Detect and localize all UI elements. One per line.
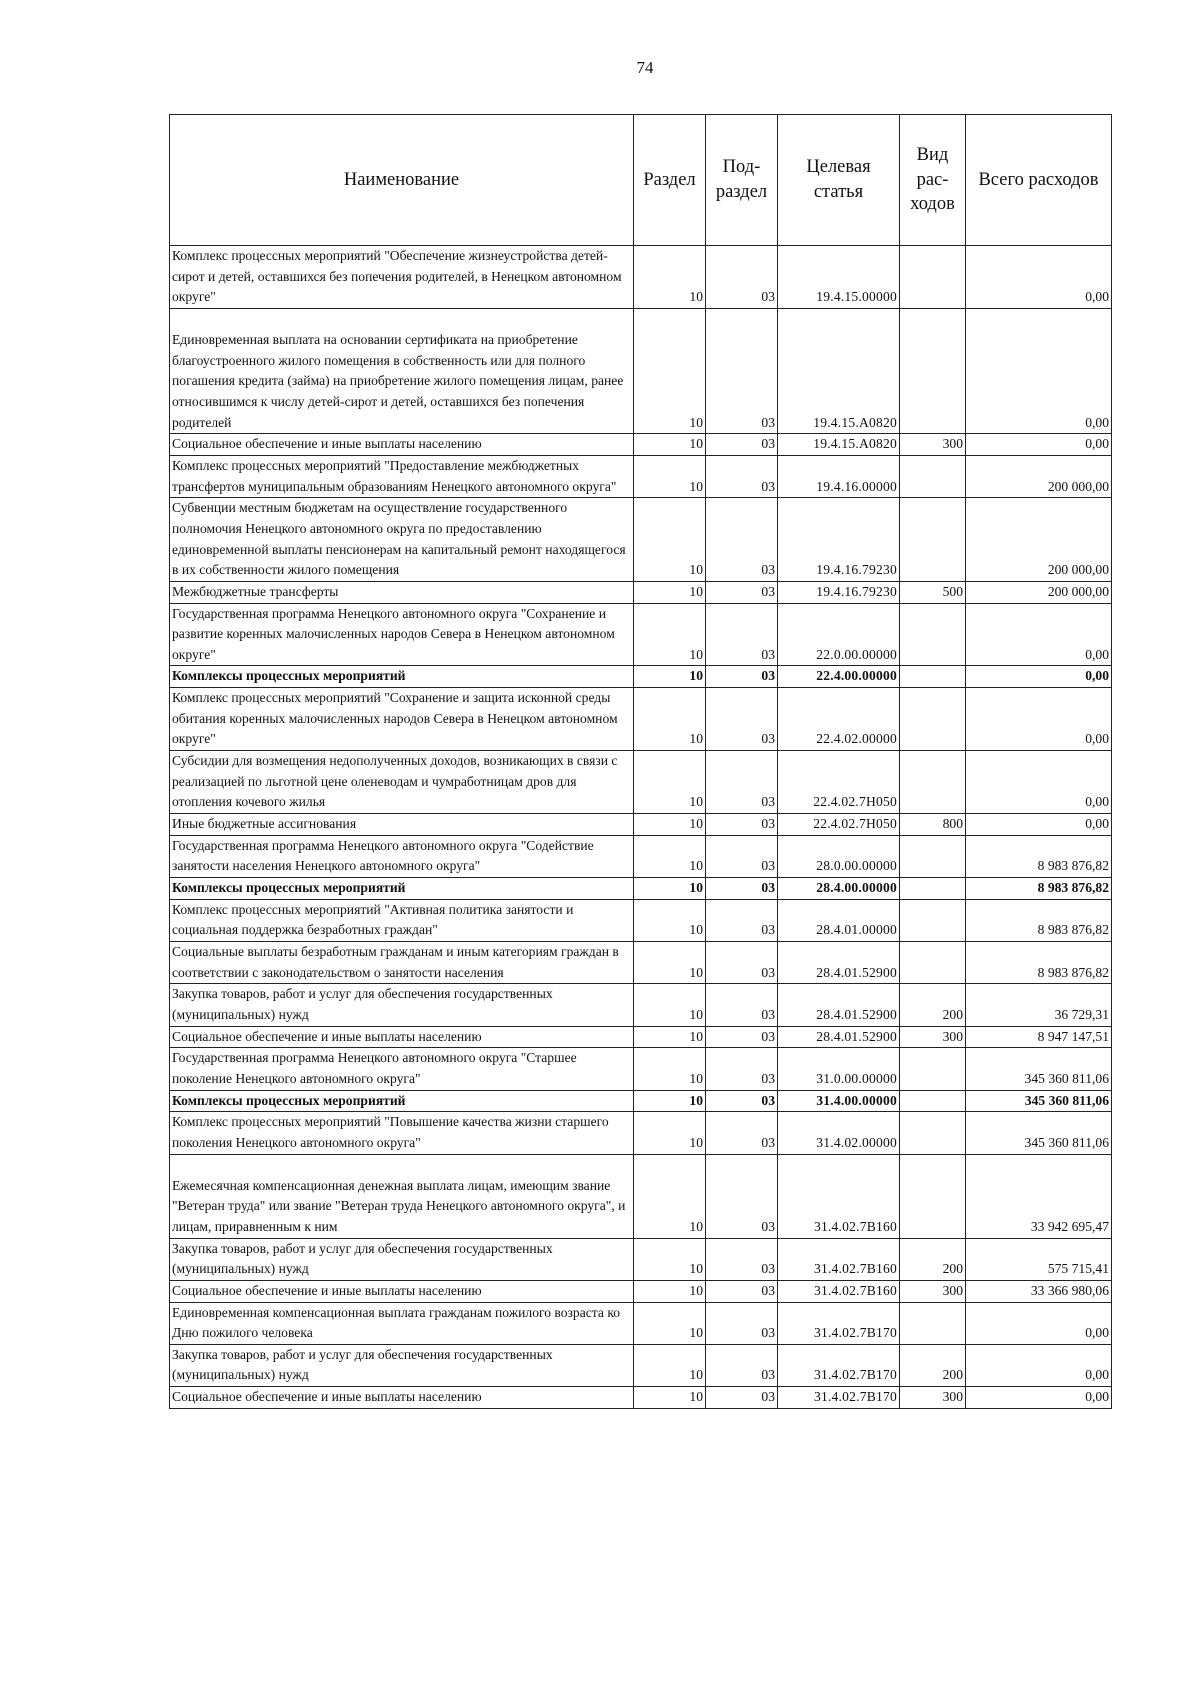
row-kind-cell: 300 xyxy=(900,1026,966,1048)
row-subsection-cell: 03 xyxy=(706,814,778,836)
row-section-cell: 10 xyxy=(634,666,706,688)
row-name-cell: Социальное обеспечение и иные выплаты населению xyxy=(170,1026,634,1048)
row-target-cell: 22.4.00.00000 xyxy=(778,666,900,688)
table-row xyxy=(170,308,1112,433)
header-name: Наименование xyxy=(170,115,634,246)
row-subsection-cell: 03 xyxy=(706,1112,778,1154)
row-subsection-cell: 03 xyxy=(706,603,778,666)
row-target-cell: 19.4.15.А0820 xyxy=(778,308,900,433)
row-total-cell: 8 947 147,51 xyxy=(966,1026,1112,1048)
row-subsection-cell: 03 xyxy=(706,835,778,877)
table-row xyxy=(170,666,1112,688)
row-name-cell: Комплексы процессных мероприятий xyxy=(170,878,634,900)
row-target-cell: 19.4.15.00000 xyxy=(778,246,900,309)
table-row xyxy=(170,814,1112,836)
row-section-cell: 10 xyxy=(634,1238,706,1280)
row-kind-cell: 300 xyxy=(900,1387,966,1409)
row-name-cell: Межбюджетные трансферты xyxy=(170,581,634,603)
row-name-cell: Комплексы процессных мероприятий xyxy=(170,1090,634,1112)
row-total-cell: 0,00 xyxy=(966,434,1112,456)
row-total-cell: 200 000,00 xyxy=(966,581,1112,603)
row-name-cell: Социальное обеспечение и иные выплаты населению xyxy=(170,434,634,456)
row-kind-cell xyxy=(900,498,966,582)
row-kind-cell: 300 xyxy=(900,434,966,456)
row-subsection-cell: 03 xyxy=(706,899,778,941)
row-subsection-cell: 03 xyxy=(706,878,778,900)
row-subsection-cell: 03 xyxy=(706,1280,778,1302)
row-name-cell: Субвенции местным бюджетам на осуществление государственного полномочия Ненецкого автономного округа по предоставлению единовременной выплаты пенсионерам на капитальный ремонт находящегося в их собственности жилого помещения xyxy=(170,498,634,582)
row-name-cell: Социальные выплаты безработным гражданам и иным категориям граждан в соответствии с законодательством о занятости населения xyxy=(170,942,634,984)
row-name-cell: Ежемесячная компенсационная денежная выплата лицам, имеющим звание "Ветеран труда" или звание "Ветеран труда Ненецкого автономного округа", и лицам, приравненным к ним xyxy=(170,1154,634,1238)
row-name-cell: Единовременная компенсационная выплата гражданам пожилого возраста ко Дню пожилого человека xyxy=(170,1302,634,1344)
row-name-cell: Государственная программа Ненецкого автономного округа "Старшее поколение Ненецкого автономного округа" xyxy=(170,1048,634,1090)
row-target-cell: 31.4.02.00000 xyxy=(778,1112,900,1154)
row-section-cell: 10 xyxy=(634,814,706,836)
row-kind-cell: 500 xyxy=(900,581,966,603)
row-subsection-cell: 03 xyxy=(706,1344,778,1386)
row-kind-cell xyxy=(900,455,966,497)
table-row xyxy=(170,1026,1112,1048)
row-subsection-cell: 03 xyxy=(706,666,778,688)
table-row xyxy=(170,984,1112,1026)
row-total-cell: 33 366 980,06 xyxy=(966,1280,1112,1302)
row-target-cell: 28.4.00.00000 xyxy=(778,878,900,900)
row-total-cell: 33 942 695,47 xyxy=(966,1154,1112,1238)
row-total-cell: 0,00 xyxy=(966,666,1112,688)
row-target-cell: 28.4.01.52900 xyxy=(778,984,900,1026)
row-subsection-cell: 03 xyxy=(706,1302,778,1344)
row-target-cell: 28.0.00.00000 xyxy=(778,835,900,877)
row-section-cell: 10 xyxy=(634,751,706,814)
table-row xyxy=(170,1387,1112,1409)
table-row xyxy=(170,1112,1112,1154)
table-row xyxy=(170,1154,1112,1238)
row-name-cell: Комплекс процессных мероприятий "Повышение качества жизни старшего поколения Ненецкого автономного округа" xyxy=(170,1112,634,1154)
row-section-cell: 10 xyxy=(634,1280,706,1302)
table-row xyxy=(170,835,1112,877)
row-kind-cell: 300 xyxy=(900,1280,966,1302)
row-target-cell: 28.4.01.52900 xyxy=(778,942,900,984)
row-name-cell: Субсидии для возмещения недополученных доходов, возникающих в связи с реализацией по льготной цене оленеводам и чумработницам дров для отопления кочевого жилья xyxy=(170,751,634,814)
row-kind-cell xyxy=(900,688,966,751)
row-name-cell: Иные бюджетные ассигнования xyxy=(170,814,634,836)
row-total-cell: 0,00 xyxy=(966,603,1112,666)
row-section-cell: 10 xyxy=(634,246,706,309)
row-kind-cell xyxy=(900,899,966,941)
row-section-cell: 10 xyxy=(634,1090,706,1112)
row-kind-cell xyxy=(900,878,966,900)
row-kind-cell xyxy=(900,1112,966,1154)
row-section-cell: 10 xyxy=(634,835,706,877)
row-target-cell: 31.4.02.7В170 xyxy=(778,1302,900,1344)
row-name-cell: Комплекс процессных мероприятий "Сохранение и защита исконной среды обитания коренных малочисленных народов Севера в Ненецком автономном округе" xyxy=(170,688,634,751)
header-subsection: Под- раздел xyxy=(706,115,778,246)
row-kind-cell xyxy=(900,1048,966,1090)
table-row xyxy=(170,498,1112,582)
row-kind-cell: 200 xyxy=(900,984,966,1026)
row-section-cell: 10 xyxy=(634,603,706,666)
table-row xyxy=(170,1344,1112,1386)
row-subsection-cell: 03 xyxy=(706,246,778,309)
row-name-cell: Комплекс процессных мероприятий "Обеспечение жизнеустройства детей-сирот и детей, оставшихся без попечения родителей, в Ненецком автономном округе" xyxy=(170,246,634,309)
row-section-cell: 10 xyxy=(634,1112,706,1154)
row-subsection-cell: 03 xyxy=(706,1090,778,1112)
row-total-cell: 0,00 xyxy=(966,814,1112,836)
row-kind-cell xyxy=(900,1302,966,1344)
row-subsection-cell: 03 xyxy=(706,455,778,497)
row-kind-cell xyxy=(900,246,966,309)
row-section-cell: 10 xyxy=(634,878,706,900)
row-target-cell: 19.4.16.79230 xyxy=(778,498,900,582)
row-section-cell: 10 xyxy=(634,455,706,497)
row-name-cell: Социальное обеспечение и иные выплаты населению xyxy=(170,1280,634,1302)
row-subsection-cell: 03 xyxy=(706,498,778,582)
row-target-cell: 22.0.00.00000 xyxy=(778,603,900,666)
row-kind-cell xyxy=(900,666,966,688)
row-target-cell: 31.4.00.00000 xyxy=(778,1090,900,1112)
row-target-cell: 28.4.01.52900 xyxy=(778,1026,900,1048)
row-section-cell: 10 xyxy=(634,899,706,941)
row-name-cell: Государственная программа Ненецкого автономного округа "Сохранение и развитие коренных малочисленных народов Севера в Ненецком автономном округе" xyxy=(170,603,634,666)
table-row xyxy=(170,455,1112,497)
row-name-cell: Комплексы процессных мероприятий xyxy=(170,666,634,688)
row-kind-cell: 200 xyxy=(900,1238,966,1280)
row-subsection-cell: 03 xyxy=(706,1238,778,1280)
row-name-cell: Комплекс процессных мероприятий "Предоставление межбюджетных трансфертов муниципальным образованиям Ненецкого автономного округа" xyxy=(170,455,634,497)
row-total-cell: 345 360 811,06 xyxy=(966,1112,1112,1154)
row-target-cell: 31.4.02.7В170 xyxy=(778,1387,900,1409)
row-subsection-cell: 03 xyxy=(706,434,778,456)
row-name-cell: Закупка товаров, работ и услуг для обеспечения государственных (муниципальных) нужд xyxy=(170,984,634,1026)
row-name-cell: Государственная программа Ненецкого автономного округа "Содействие занятости населения Ненецкого автономного округа" xyxy=(170,835,634,877)
row-name-cell: Единовременная выплата на основании сертификата на приобретение благоустроенного жилого помещения в собственность или для полного погашения кредита (займа) на приобретение жилого помещения лицам, ранее относившимся к числу детей-сирот и детей, оставшихся без попечения родителей xyxy=(170,308,634,433)
row-target-cell: 22.4.02.00000 xyxy=(778,688,900,751)
row-subsection-cell: 03 xyxy=(706,688,778,751)
row-section-cell: 10 xyxy=(634,1026,706,1048)
row-total-cell: 345 360 811,06 xyxy=(966,1090,1112,1112)
row-target-cell: 22.4.02.7Н050 xyxy=(778,814,900,836)
row-section-cell: 10 xyxy=(634,1048,706,1090)
row-name-cell: Социальное обеспечение и иные выплаты населению xyxy=(170,1387,634,1409)
row-section-cell: 10 xyxy=(634,1387,706,1409)
row-total-cell: 200 000,00 xyxy=(966,498,1112,582)
row-kind-cell xyxy=(900,1090,966,1112)
row-section-cell: 10 xyxy=(634,942,706,984)
table-header-row xyxy=(170,115,1112,246)
row-target-cell: 31.0.00.00000 xyxy=(778,1048,900,1090)
row-total-cell: 0,00 xyxy=(966,308,1112,433)
table-row xyxy=(170,603,1112,666)
row-subsection-cell: 03 xyxy=(706,1026,778,1048)
row-section-cell: 10 xyxy=(634,308,706,433)
table-row xyxy=(170,1048,1112,1090)
row-kind-cell xyxy=(900,603,966,666)
row-section-cell: 10 xyxy=(634,1154,706,1238)
row-total-cell: 0,00 xyxy=(966,1302,1112,1344)
table-row xyxy=(170,942,1112,984)
row-subsection-cell: 03 xyxy=(706,751,778,814)
budget-table xyxy=(169,114,1112,1409)
row-kind-cell xyxy=(900,835,966,877)
table-row xyxy=(170,899,1112,941)
row-total-cell: 0,00 xyxy=(966,246,1112,309)
table-body xyxy=(170,246,1112,1409)
row-target-cell: 31.4.02.7В160 xyxy=(778,1154,900,1238)
row-subsection-cell: 03 xyxy=(706,308,778,433)
table-row xyxy=(170,1238,1112,1280)
row-total-cell: 200 000,00 xyxy=(966,455,1112,497)
row-section-cell: 10 xyxy=(634,581,706,603)
row-total-cell: 345 360 811,06 xyxy=(966,1048,1112,1090)
row-subsection-cell: 03 xyxy=(706,581,778,603)
row-target-cell: 19.4.16.79230 xyxy=(778,581,900,603)
row-section-cell: 10 xyxy=(634,688,706,751)
table-row xyxy=(170,434,1112,456)
row-subsection-cell: 03 xyxy=(706,1154,778,1238)
table-row xyxy=(170,581,1112,603)
row-total-cell: 575 715,41 xyxy=(966,1238,1112,1280)
row-name-cell: Комплекс процессных мероприятий "Активная политика занятости и социальная поддержка безработных граждан" xyxy=(170,899,634,941)
table-row xyxy=(170,1090,1112,1112)
row-section-cell: 10 xyxy=(634,498,706,582)
row-target-cell: 31.4.02.7В170 xyxy=(778,1344,900,1386)
row-target-cell: 31.4.02.7В160 xyxy=(778,1280,900,1302)
row-subsection-cell: 03 xyxy=(706,1387,778,1409)
row-section-cell: 10 xyxy=(634,1344,706,1386)
row-target-cell: 19.4.15.А0820 xyxy=(778,434,900,456)
header-section: Раздел xyxy=(634,115,706,246)
page-number: 74 xyxy=(636,58,654,77)
row-kind-cell xyxy=(900,1154,966,1238)
row-total-cell: 0,00 xyxy=(966,1344,1112,1386)
row-total-cell: 0,00 xyxy=(966,1387,1112,1409)
row-target-cell: 19.4.16.00000 xyxy=(778,455,900,497)
row-subsection-cell: 03 xyxy=(706,984,778,1026)
row-total-cell: 0,00 xyxy=(966,688,1112,751)
table-row xyxy=(170,1302,1112,1344)
row-target-cell: 31.4.02.7В160 xyxy=(778,1238,900,1280)
header-total: Всего расходов xyxy=(966,115,1112,246)
row-total-cell: 0,00 xyxy=(966,751,1112,814)
row-target-cell: 22.4.02.7Н050 xyxy=(778,751,900,814)
row-section-cell: 10 xyxy=(634,434,706,456)
row-total-cell: 36 729,31 xyxy=(966,984,1112,1026)
row-name-cell: Закупка товаров, работ и услуг для обеспечения государственных (муниципальных) нужд xyxy=(170,1238,634,1280)
row-name-cell: Закупка товаров, работ и услуг для обеспечения государственных (муниципальных) нужд xyxy=(170,1344,634,1386)
row-kind-cell xyxy=(900,308,966,433)
table-row xyxy=(170,1280,1112,1302)
row-target-cell: 28.4.01.00000 xyxy=(778,899,900,941)
header-kind: Вид рас- ходов xyxy=(900,115,966,246)
row-subsection-cell: 03 xyxy=(706,942,778,984)
row-kind-cell: 800 xyxy=(900,814,966,836)
table-row xyxy=(170,751,1112,814)
table-row xyxy=(170,878,1112,900)
row-total-cell: 8 983 876,82 xyxy=(966,942,1112,984)
row-total-cell: 8 983 876,82 xyxy=(966,878,1112,900)
row-kind-cell xyxy=(900,751,966,814)
row-kind-cell xyxy=(900,942,966,984)
table-row xyxy=(170,246,1112,309)
row-total-cell: 8 983 876,82 xyxy=(966,835,1112,877)
header-target: Целевая статья xyxy=(778,115,900,246)
row-kind-cell: 200 xyxy=(900,1344,966,1386)
table-row xyxy=(170,688,1112,751)
row-section-cell: 10 xyxy=(634,1302,706,1344)
row-subsection-cell: 03 xyxy=(706,1048,778,1090)
row-total-cell: 8 983 876,82 xyxy=(966,899,1112,941)
row-section-cell: 10 xyxy=(634,984,706,1026)
